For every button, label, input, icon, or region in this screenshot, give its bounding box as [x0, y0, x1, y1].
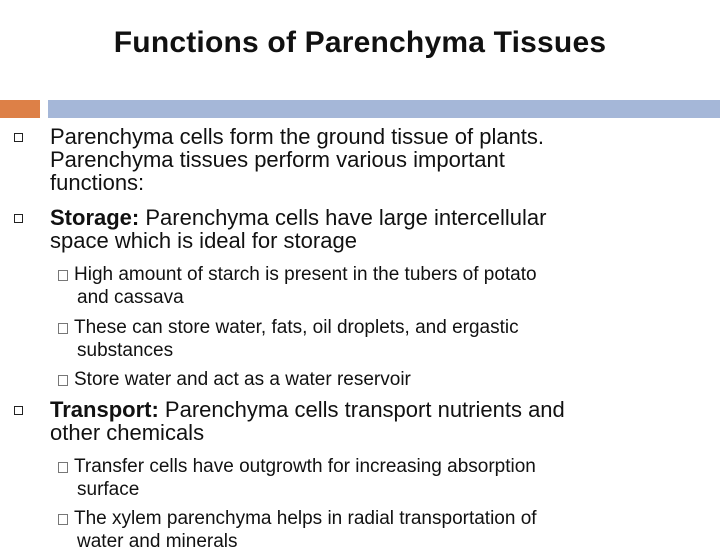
sub-bullet-2-1-line-2: and cassava [77, 287, 184, 308]
bullet-3-heading: Transport: [50, 397, 159, 422]
sub-bullet-3-1-line-1: Transfer cells have outgrowth for increasing absorption [74, 456, 536, 477]
bullet-square-icon [14, 214, 23, 223]
bullet-1-text [50, 125, 715, 194]
bullet-1-line-2: Parenchyma tissues perform various important [50, 147, 505, 172]
sub-bullet-2-2-line-2: substances [77, 340, 174, 361]
bullet-3-line-1 [50, 398, 715, 421]
bullet-square-icon [14, 133, 23, 142]
bullet-2-line-1-rest: Parenchyma cells have large intercellular [139, 205, 547, 230]
sub-bullet-box-icon [58, 323, 68, 334]
sub-bullet-box-icon [58, 375, 68, 386]
sub-bullet-3-2-line-1: The xylem parenchyma helps in radial transportation of [74, 508, 537, 529]
sub-bullet-2-2 [58, 317, 519, 338]
sub-bullet-box-icon [58, 270, 68, 281]
sub-bullet-2-2-line-1: These can store water, fats, oil droplets, and ergastic [74, 317, 519, 338]
bullet-3-line-1-rest: Parenchyma cells transport nutrients and [158, 397, 565, 422]
sub-bullet-2-3-line-1: Store water and act as a water reservoir [74, 369, 411, 390]
sub-bullet-2-1 [58, 264, 537, 285]
bullet-square-icon [14, 406, 23, 415]
sub-bullet-3-1-line-2: surface [77, 479, 140, 500]
accent-bar-blue [48, 100, 720, 118]
bullet-2-line-1 [50, 206, 715, 229]
sub-bullet-3-1 [58, 456, 536, 477]
bullet-1-line-1: Parenchyma cells form the ground tissue of plants. [50, 124, 545, 149]
bullet-3-text [50, 398, 715, 444]
bullet-3-line-2: other chemicals [50, 420, 205, 445]
sub-bullet-3-2-line-2: water and minerals [77, 531, 238, 552]
sub-bullet-3-2 [58, 508, 537, 529]
bullet-2-heading: Storage: [50, 205, 140, 230]
slide-title: Functions of Parenchyma Tissues [113, 26, 607, 59]
sub-bullet-2-1-line-1: High amount of starch is present in the tubers of potato [74, 264, 537, 285]
sub-bullet-box-icon [58, 462, 68, 473]
bullet-1-line-3: functions: [50, 170, 145, 195]
bullet-2-text [50, 206, 715, 252]
sub-bullet-box-icon [58, 514, 68, 525]
bullet-2-line-2: space which is ideal for storage [50, 228, 357, 253]
sub-bullet-2-3 [58, 369, 411, 390]
accent-bar-orange [0, 100, 40, 118]
